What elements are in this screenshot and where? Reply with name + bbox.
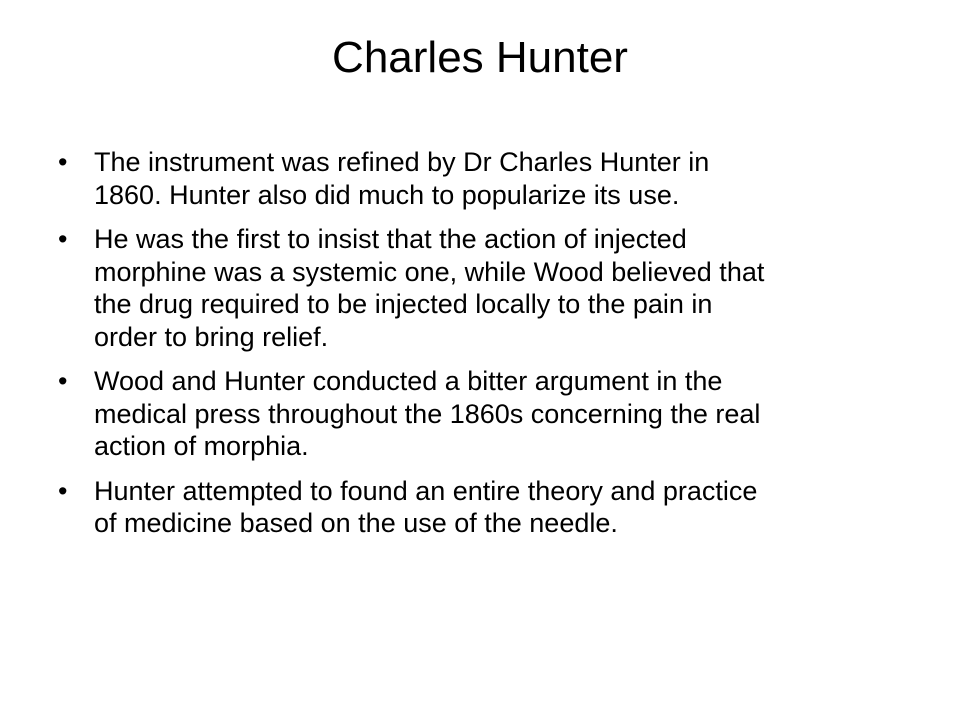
bullet-text-line: morphine was a systemic one, while Wood believed that: [94, 256, 765, 287]
bullet-dot: •: [58, 147, 68, 177]
bullet-text-line: 1860. Hunter also did much to popularize its use.: [94, 179, 680, 210]
bullet-list: [58, 146, 898, 552]
bullet-text-line: The instrument was refined by Dr Charles Hunter in: [94, 147, 710, 177]
bullet-item: [58, 146, 898, 211]
slide-title: Charles Hunter: [332, 33, 628, 82]
bullet-text-line: order to bring relief.: [94, 321, 329, 352]
bullet-text-line: He was the first to insist that the action of injected: [94, 224, 687, 254]
bullet-item: [58, 365, 898, 463]
bullet-text-line: Wood and Hunter conducted a bitter argument in the: [94, 366, 723, 396]
bullet-item: [58, 475, 898, 540]
bullet-item: [58, 223, 898, 353]
bullet-text-line: Hunter attempted to found an entire theory and practice: [94, 475, 758, 506]
bullet-dot: •: [58, 224, 68, 254]
bullet-text-line: of medicine based on the use of the needle.: [94, 508, 618, 538]
bullet-dot: •: [58, 366, 68, 396]
bullet-text-line: medical press throughout the 1860s concerning the real: [94, 398, 761, 429]
bullet-text-line: action of morphia.: [94, 431, 309, 461]
bullet-dot: •: [58, 475, 68, 506]
bullet-text-line: the drug required to be injected locally to the pain in: [94, 289, 713, 319]
